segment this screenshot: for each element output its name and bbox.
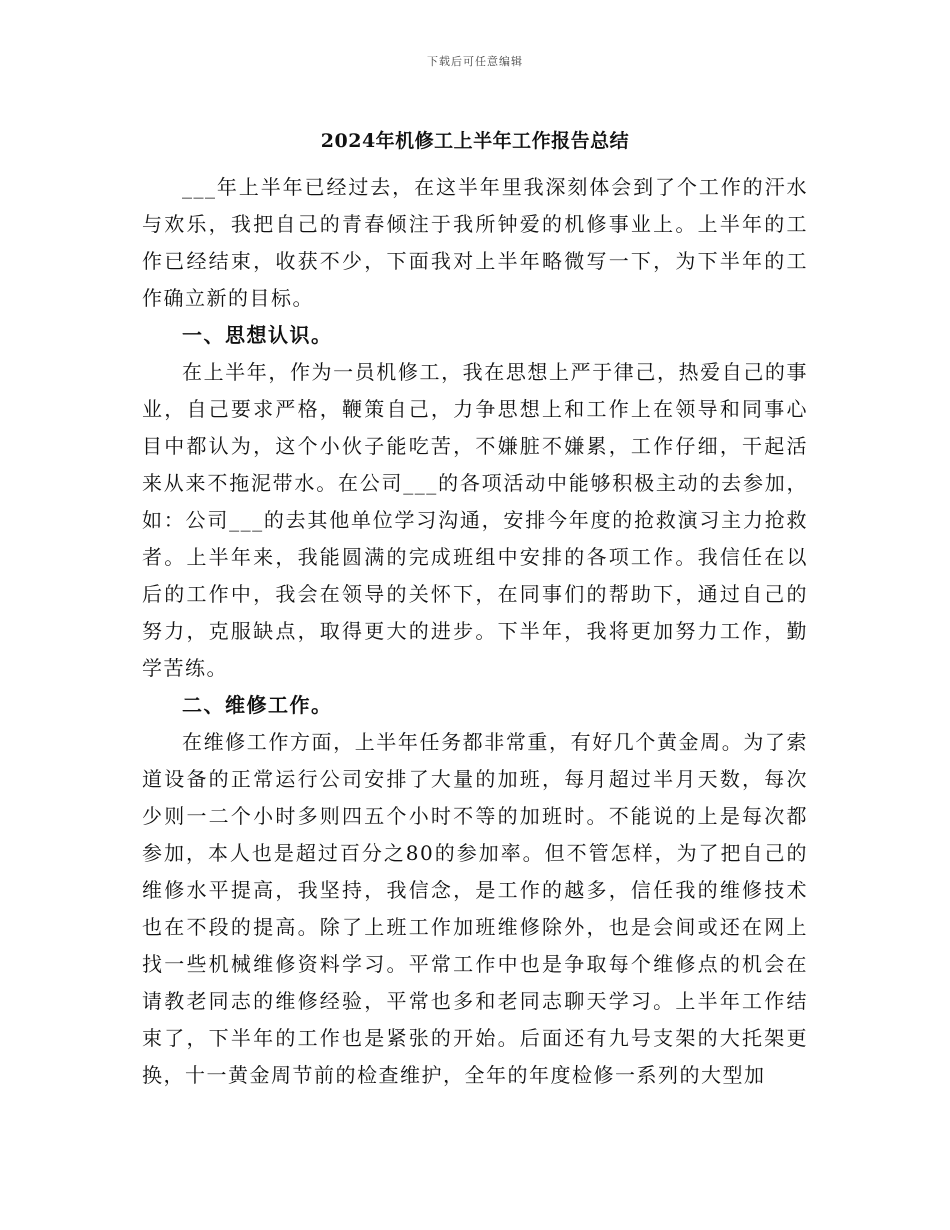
page-header-note: 下载后可任意编辑 [427, 55, 523, 68]
intro-paragraph: ___年上半年已经过去，在这半年里我深刻体会到了个工作的汗水与欢乐，我把自己的青春倾注于我所钟爱的机修事业上。上半年的工作已经结束，收获不少，下面我对上半年略微写一下，为下半年的工作确立新的目标。 [142, 175, 808, 310]
section-heading-thought: 一、思想认识。 [182, 323, 333, 347]
document-title: 2024年机修工上半年工作报告总结 [320, 130, 630, 152]
thought-paragraph: 在上半年，作为一员机修工，我在思想上严于律己，热爱自己的事业，自己要求严格，鞭策自己，力争思想上和工作上在领导和同事心目中都认为，这个小伙子能吃苦，不嫌脏不嫌累，工作仔细，干起活来从来不拖泥带水。在公司___的各项活动中能够积极主动的去参加，如：公司___的去其他单位学习沟通，安排今年度的抢救演习主力抢救者。上半年来，我能圆满的完成班组中安排的各项工作。我信任在以后的工作中，我会在领导的关怀下，在同事们的帮助下，通过自己的努力，克服缺点，取得更大的进步。下半年，我将更加努力工作，勤学苦练。 [142, 360, 808, 680]
document-body [142, 169, 808, 1094]
section-heading-maintenance: 二、维修工作。 [182, 693, 333, 717]
maintenance-paragraph: 在维修工作方面，上半年任务都非常重，有好几个黄金周。为了索道设备的正常运行公司安排了大量的加班，每月超过半月天数，每次少则一二个小时多则四五个小时不等的加班时。不能说的上是每次都参加，本人也是超过百分之80的参加率。但不管怎样，为了把自己的维修水平提高，我坚持，我信念，是工作的越多，信任我的维修技术也在不段的提高。除了上班工作加班维修除外，也是会间或还在网上找一些机械维修资料学习。平常工作中也是争取每个维修点的机会在请教老同志的维修经验，平常也多和老同志聊天学习。上半年工作结束了，下半年的工作也是紧张的开始。后面还有九号支架的大托架更换，十一黄金周节前的检查维护，全年的年度检修一系列的大型加 [142, 730, 808, 1087]
